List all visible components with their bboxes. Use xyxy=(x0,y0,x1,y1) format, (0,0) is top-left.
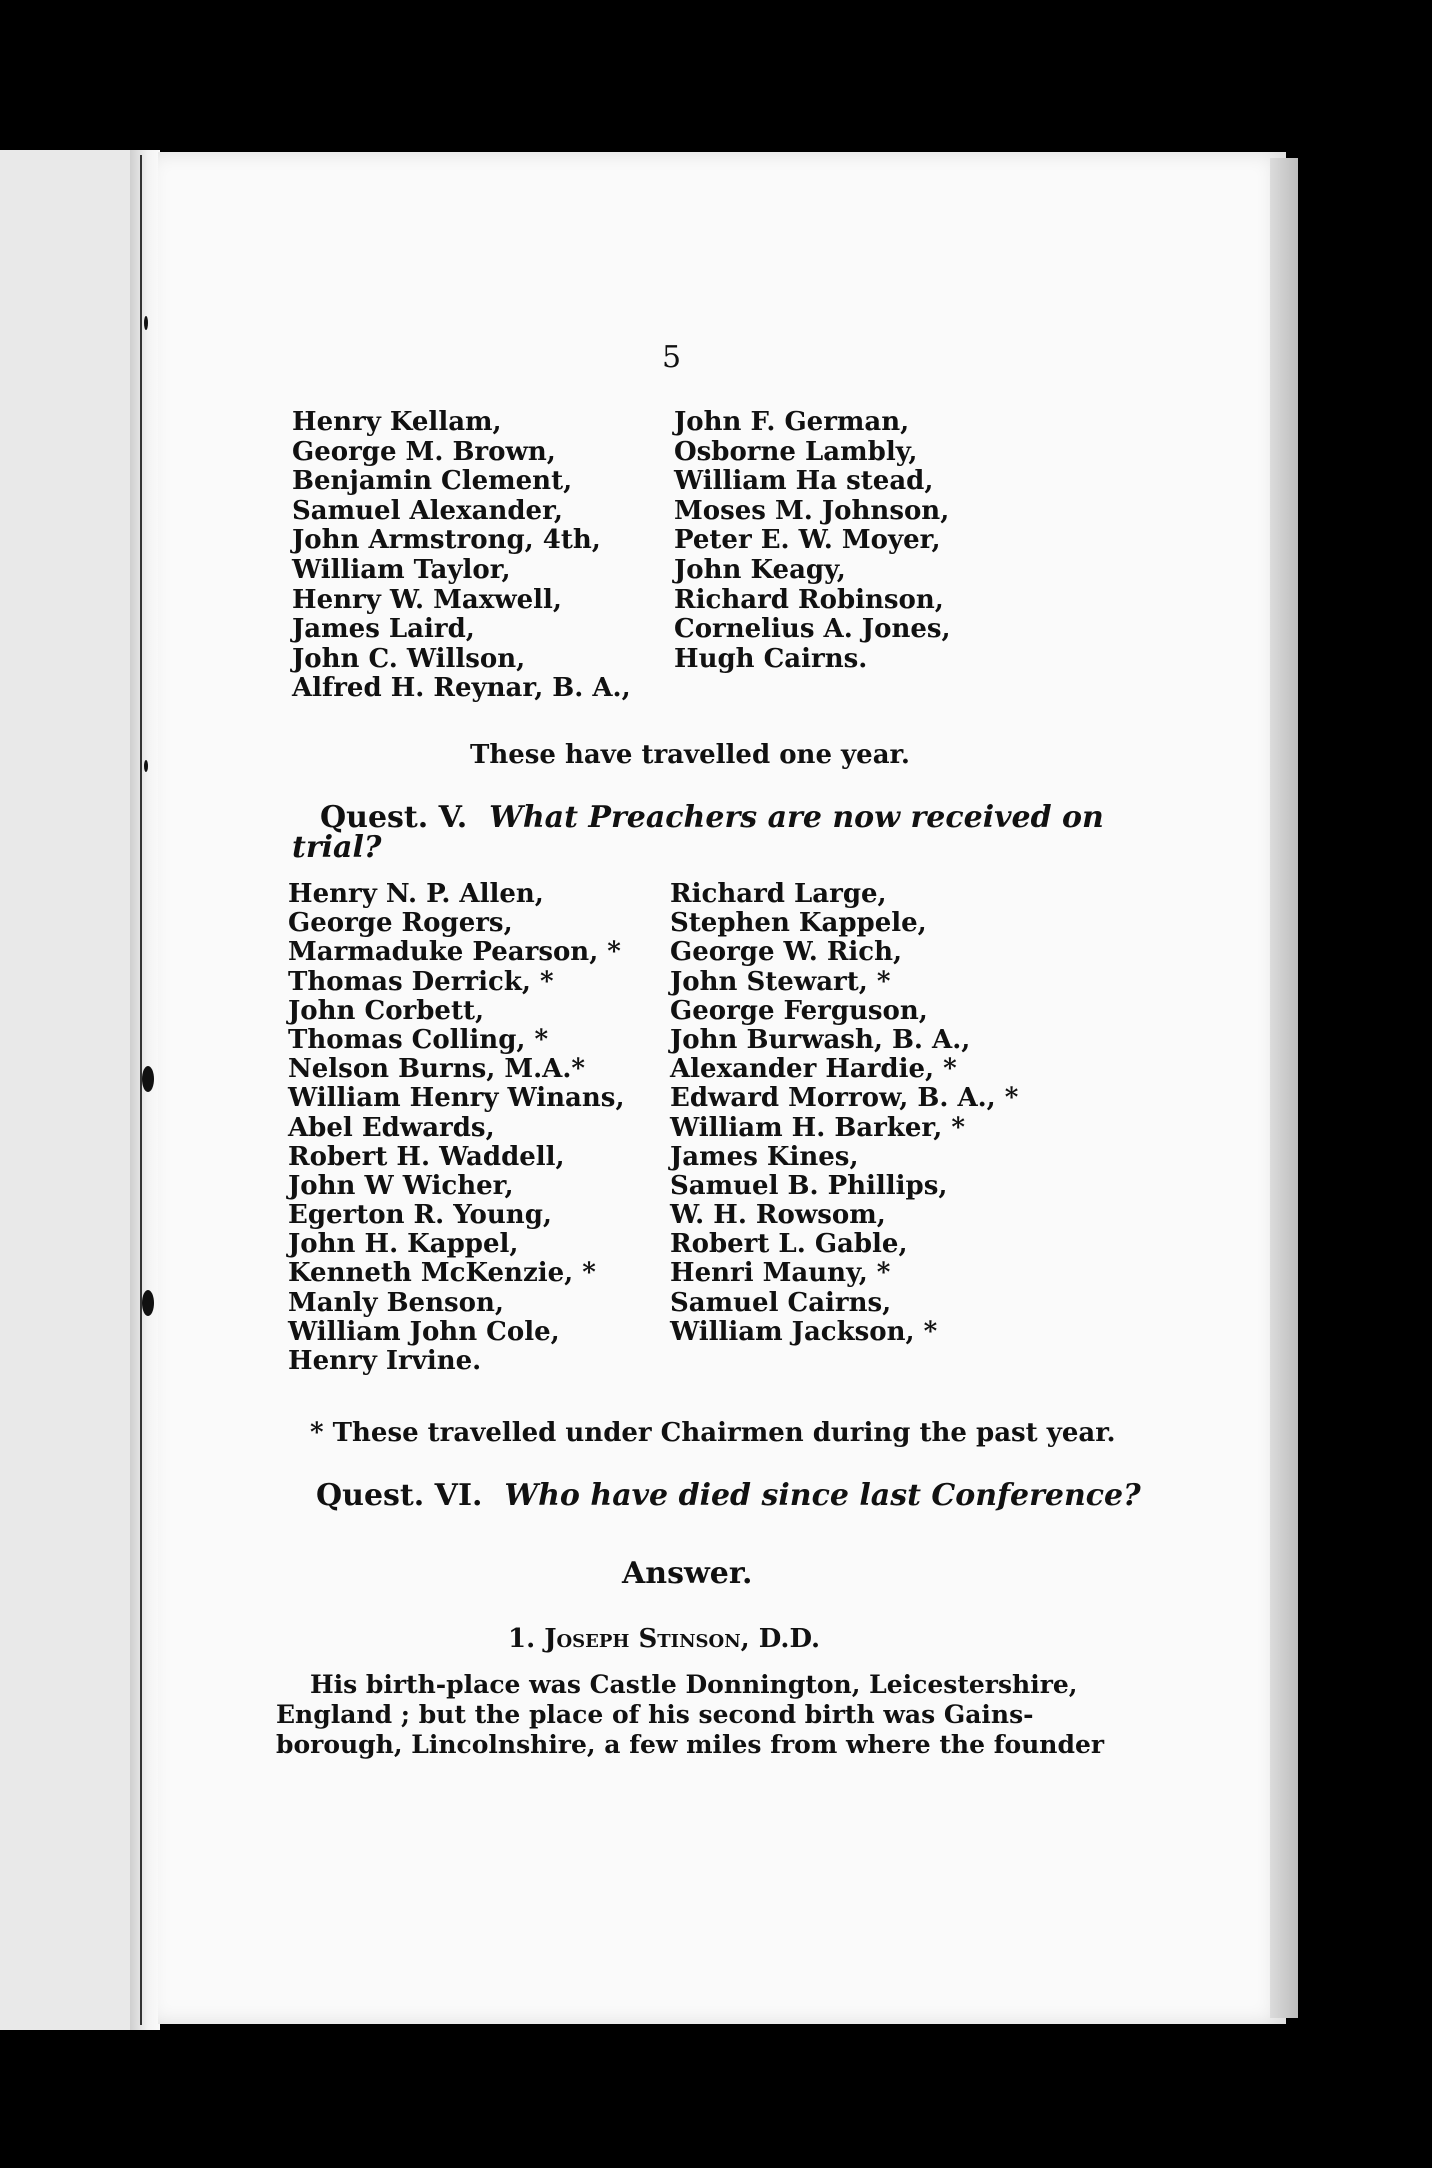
list-item: George W. Rich, xyxy=(670,937,903,968)
list-item: Henry Irvine. xyxy=(288,1346,482,1376)
list-item: Henry Kellam, xyxy=(292,407,502,437)
answer-heading: Answer. xyxy=(622,1556,753,1591)
list-item: Hugh Cairns. xyxy=(674,643,868,674)
list-item: Thomas Derrick, * xyxy=(288,966,554,997)
list-item: Thomas Colling, * xyxy=(288,1024,549,1055)
list-item: Osborne Lambly, xyxy=(674,436,918,467)
list-item: John Corbett, xyxy=(288,995,485,1026)
gutter-line xyxy=(140,155,142,2025)
list-item: Benjamin Clement, xyxy=(292,466,573,497)
list-item: George Rogers, xyxy=(288,908,513,939)
question-text-continued: trial? xyxy=(292,830,382,865)
obituary-heading: 1. Joseph Stinson, D.D. xyxy=(508,1624,821,1654)
question-label: Quest. VI. xyxy=(316,1478,483,1513)
list-item: Marmaduke Pearson, * xyxy=(288,937,621,968)
list-item: Henry W. Maxwell, xyxy=(292,584,562,615)
binding-hole xyxy=(142,1066,154,1092)
list-item: John H. Kappel, xyxy=(288,1229,519,1260)
binding-mark xyxy=(144,760,148,772)
list-item: William Jackson, * xyxy=(670,1316,938,1347)
question-label: Quest. V. xyxy=(320,800,468,835)
list-item: Richard Large, xyxy=(670,879,887,909)
list-item: W. H. Rowsom, xyxy=(670,1200,886,1231)
list-item: Richard Robinson, xyxy=(674,584,944,615)
list-item: Alexander Hardie, * xyxy=(670,1054,957,1085)
list-item: William Henry Winans, xyxy=(288,1083,625,1114)
list-item: Stephen Kappele, xyxy=(670,908,927,939)
list-item: William H. Barker, * xyxy=(670,1112,965,1143)
list-item: Robert H. Waddell, xyxy=(288,1141,565,1172)
list-item: Abel Edwards, xyxy=(288,1112,495,1143)
list-item: Moses M. Johnson, xyxy=(674,495,950,526)
list-item: James Kines, xyxy=(670,1141,859,1172)
list-item: Robert L. Gable, xyxy=(670,1229,908,1260)
list-item: Egerton R. Young, xyxy=(288,1200,552,1231)
list-item: George Ferguson, xyxy=(670,995,928,1026)
list-item: John Armstrong, 4th, xyxy=(292,525,601,556)
list-item: James Laird, xyxy=(292,614,475,645)
first-list-left-column xyxy=(292,408,631,704)
list-item: John Burwash, B. A., xyxy=(670,1024,971,1055)
list-item: John W Wicher, xyxy=(288,1170,514,1201)
list-item: John Stewart, * xyxy=(670,966,891,997)
second-list-right-column xyxy=(670,880,1018,1347)
paragraph-line: borough, Lincolnshire, a few miles from where the founder xyxy=(276,1730,1105,1759)
binding-mark xyxy=(144,316,148,330)
list-item: John C. Willson, xyxy=(292,643,526,674)
page-number: 5 xyxy=(662,340,682,375)
list-item: George M. Brown, xyxy=(292,436,556,467)
list-item: John Keagy, xyxy=(674,554,846,585)
question-six-heading xyxy=(316,1478,1141,1513)
question-text: What Preachers are now received on xyxy=(489,800,1104,835)
list-item: Samuel Alexander, xyxy=(292,495,563,526)
list-item: Manly Benson, xyxy=(288,1287,504,1318)
list-item: William Ha stead, xyxy=(674,466,934,497)
list-item: Henry N. P. Allen, xyxy=(288,879,544,909)
list-item: Alfred H. Reynar, B. A., xyxy=(292,673,631,704)
second-list-left-column xyxy=(288,880,625,1376)
question-text: Who have died since last Conference? xyxy=(504,1478,1141,1513)
list-item: William John Cole, xyxy=(288,1316,560,1347)
first-list-note: These have travelled one year. xyxy=(470,740,910,770)
list-item: John F. German, xyxy=(674,407,910,437)
obituary-paragraph xyxy=(276,1670,1105,1760)
question-five-heading xyxy=(320,800,1104,835)
list-item: Nelson Burns, M.A.* xyxy=(288,1054,585,1085)
list-item: Peter E. W. Moyer, xyxy=(674,525,941,556)
paragraph-line: His birth-place was Castle Donnington, Leicestershire, xyxy=(310,1670,1078,1699)
first-list-right-column xyxy=(674,408,951,674)
second-list-footnote: * These travelled under Chairmen during the past year. xyxy=(310,1418,1116,1448)
list-item: Kenneth McKenzie, * xyxy=(288,1258,596,1289)
list-item: Samuel B. Phillips, xyxy=(670,1170,948,1201)
list-item: Cornelius A. Jones, xyxy=(674,614,951,645)
list-item: Samuel Cairns, xyxy=(670,1287,892,1318)
paragraph-line: England ; but the place of his second birth was Gains- xyxy=(276,1700,1034,1729)
list-item: William Taylor, xyxy=(292,554,511,585)
list-item: Henri Mauny, * xyxy=(670,1258,891,1289)
left-page-fragment xyxy=(0,150,142,2030)
list-item: Edward Morrow, B. A., * xyxy=(670,1083,1019,1114)
binding-hole xyxy=(142,1290,154,1316)
page-edge xyxy=(1270,158,1298,2018)
